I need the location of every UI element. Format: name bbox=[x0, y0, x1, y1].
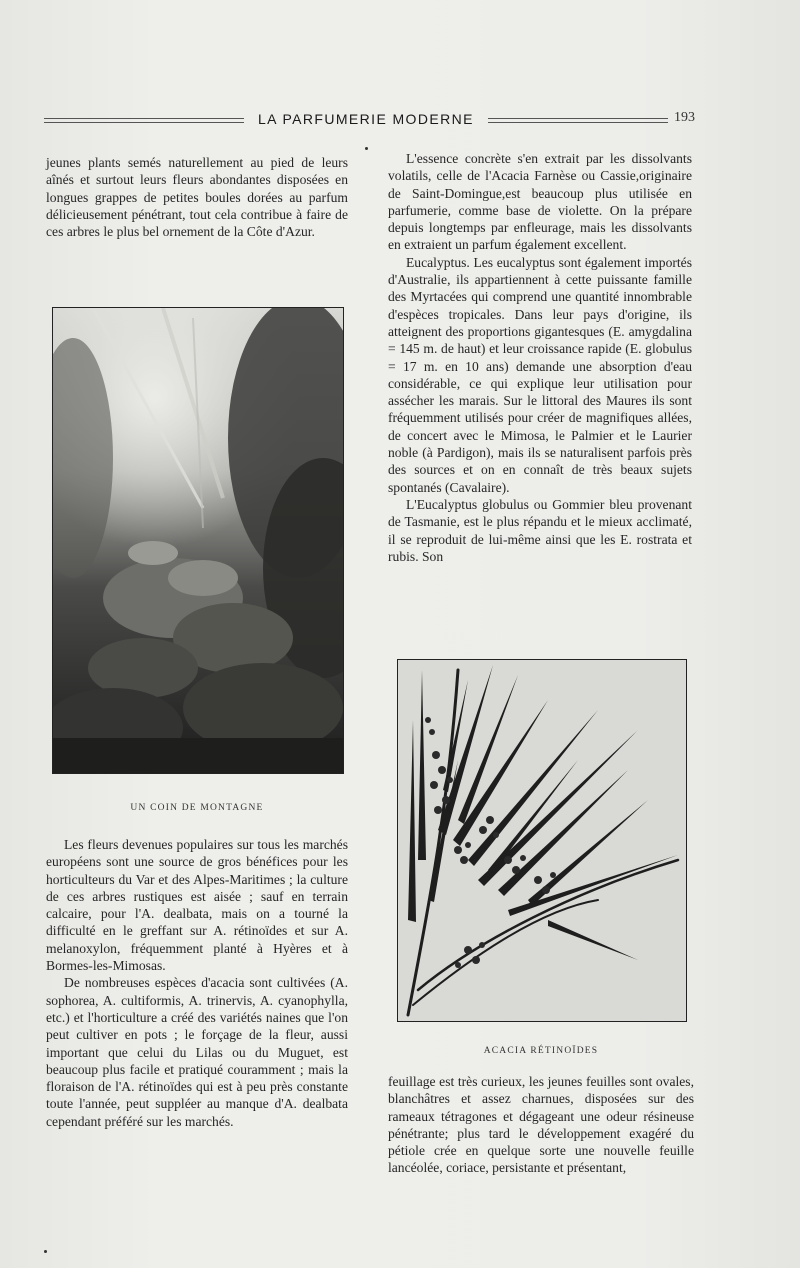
mountain-photo-illustration bbox=[53, 308, 343, 773]
left-column-top bbox=[46, 154, 348, 240]
running-header bbox=[44, 108, 694, 132]
journal-title: LA PARFUMERIE MODERNE bbox=[258, 111, 474, 127]
paragraph-continuation: jeunes plants semés naturellement au pied de leurs aînés et surtout leurs fleurs abondantes disposées en longues grappes de petites boules dorées au parfum délicieusement pénétrant, tout cela contribue à faire de ces arbres le plus bel ornement de la Côte d'Azur. bbox=[46, 155, 348, 240]
paragraph: L'essence concrète s'en extrait par les dissolvants volatils, celle de l'Acacia Farnèse ou Cassie,originaire de Saint-Domingue,est beaucoup plus utilisée en parfumerie, comme base de violette. On la prépare depuis longtemps par enfleurage, mais les dissolvants en extraient un parfum également excellent. bbox=[388, 151, 692, 253]
mountain-photo-caption: UN COIN DE MONTAGNE bbox=[130, 803, 264, 813]
paragraph: De nombreuses espèces d'acacia sont cultivées (A. sophorea, A. cultiformis, A. trinervis, A. cyanophylla, etc.) et l'horticulture a créé des variétés naines que l'on peut cultiver en pots ; le forçage de la fleur, aussi important que celui du Lilas ou du Muguet, est beaucoup plus facile et pratiqué couramment ; mais la floraison de l'A. rétinoïdes qui est à peu près constante toute l'année, peut suppléer au manque d'A. dealbata cependant préféré sur les marchés. bbox=[46, 975, 348, 1129]
acacia-branch-illustration bbox=[398, 660, 686, 1021]
paragraph-continued: feuillage est très curieux, les jeunes feuilles sont ovales, blanchâtres et assez charnues, disposées sur des rameaux tétragones et dégageant une odeur résineuse pénétrante; plus tard le développement exagéré du pétiole crée en quelque sorte une nouvelle feuille lancéolée, coriace, persistante et présentant, bbox=[388, 1074, 694, 1176]
paragraph: L'Eucalyptus globulus ou Gommier bleu provenant de Tasmanie, est le plus répandu et le mieux acclimaté, il se reproduit de lui-même ainsi que les E. rostrata et rubis. Son bbox=[388, 496, 692, 564]
right-column-top bbox=[388, 150, 692, 565]
paragraph: Les fleurs devenues populaires sur tous les marchés européens sont une source de gros bénéfices pour les horticulteurs du Var et des Alpes-Maritimes ; la culture de ces arbres rustiques est aisée ; sauf en terrain calcaire, pour l'A. dealbata, mais on a tourné la difficulté en le greffant sur A. rétinoïdes et sur A. melanoxylon, fréquemment planté à Hyères et à Bormes-les-Mimosas. bbox=[46, 837, 348, 974]
right-column-bottom bbox=[388, 1073, 694, 1177]
print-speck bbox=[365, 147, 368, 150]
header-rule-left bbox=[44, 118, 244, 123]
left-column-bottom bbox=[46, 836, 348, 1130]
header-rule-right bbox=[488, 118, 668, 123]
paragraph: Eucalyptus. Les eucalyptus sont également importés d'Australie, ils appartiennent à cette puissante famille des Myrtacées qui comprend une quantité innombrable d'espèces tropicales. Dans leur pays d'origine, ils atteignent des proportions gigantesques (E. amygdalina = 145 m. de haut) et leur croissance rapide (E. globulus = 17 m. en 10 ans) demande une absorption d'eau considérable, ce qui explique leur utilisation pour assécher les marais. Sur le littoral des Maures ils sont fréquemment utilisés pour créer de magnifiques allées, de concert avec le Mimosa, le Palmier et le Laurier noble (à Pardigon), mais ils se naturalisent parfois près des sources et on en connaît de très beaux sujets spontanés (Cavalaire). bbox=[388, 254, 692, 495]
acacia-photo-caption: ACACIA RÉTINOÏDES bbox=[483, 1046, 599, 1056]
print-speck bbox=[44, 1250, 47, 1253]
page-number: 193 bbox=[674, 110, 695, 125]
acacia-photo bbox=[397, 659, 687, 1022]
mountain-photo bbox=[52, 307, 344, 774]
